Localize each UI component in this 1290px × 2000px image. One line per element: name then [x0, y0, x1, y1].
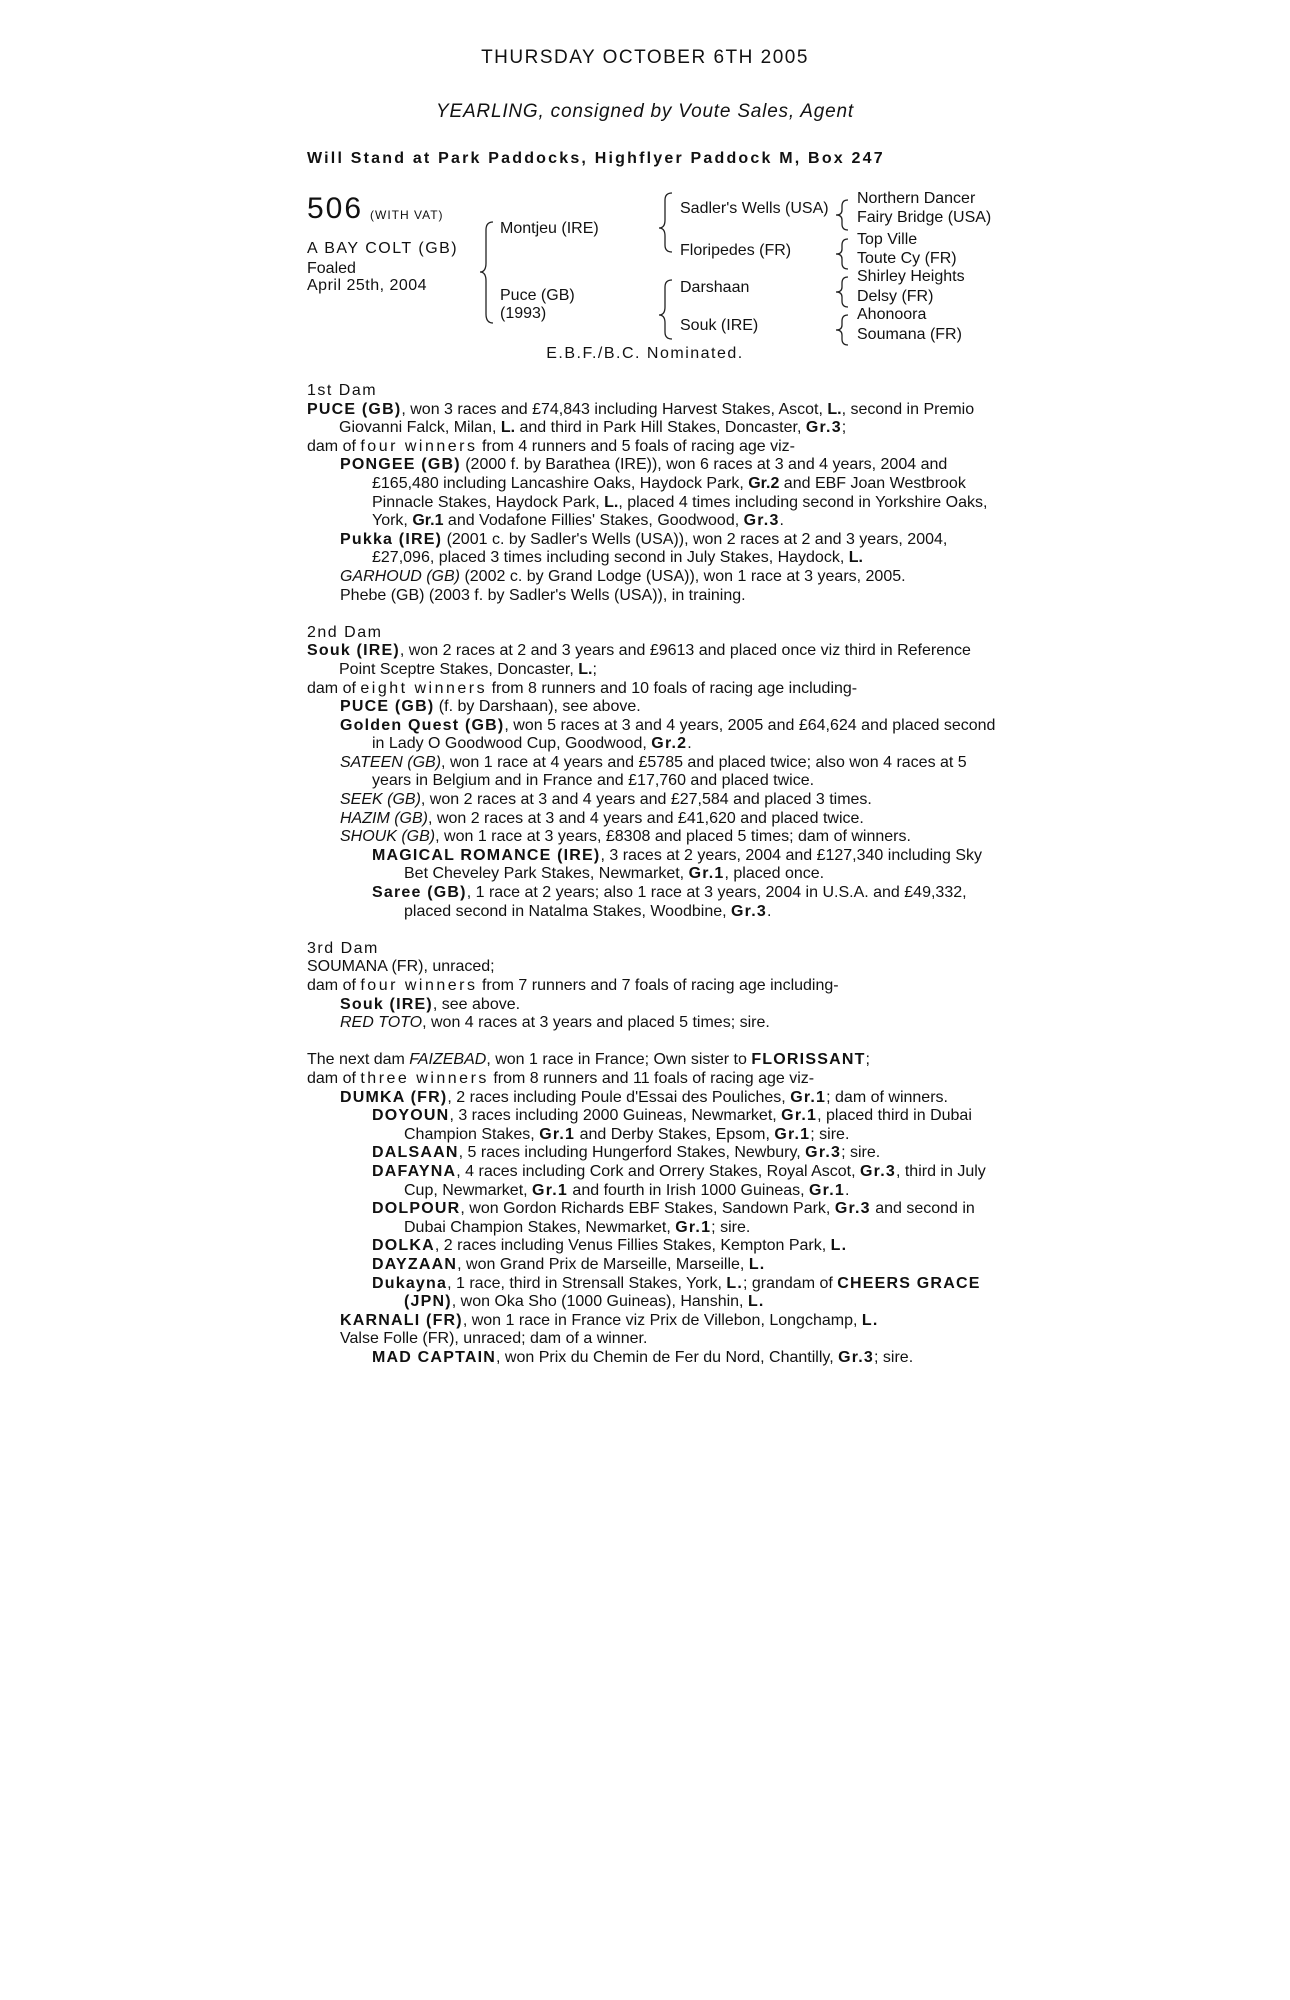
- pedigree-g1: Northern Dancer: [857, 190, 976, 207]
- next-dam-produce-item: Valse Folle (FR), unraced; dam of a winner.: [340, 1330, 648, 1348]
- nomination-note: E.B.F./B.C. Nominated.: [546, 345, 744, 362]
- pedigree-sire-sire: Sadler's Wells (USA): [680, 200, 829, 217]
- second-dam-produce-item: SHOUK (GB), won 1 race at 3 years, £8308 and placed 5 times; dam of winners.: [340, 828, 911, 846]
- second-dam-produce-item: SATEEN (GB), won 1 race at 4 years and £5785 and placed twice; also won 4 races at 5 years in Belgium and in France and £17,760 and placed twice.: [340, 753, 967, 790]
- first-dam-record: PUCE (GB), won 3 races and £74,843 including Harvest Stakes, Ascot, L., second in Premio Giovanni Falck, Milan, L. and third in Park Hill Stakes, Doncaster, Gr.3;: [307, 400, 975, 437]
- next-dam-grandproduce-item: DAFAYNA, 4 races including Cork and Orrery Stakes, Royal Ascot, Gr.3, third in July Cup, Newmarket, Gr.1 and fourth in Irish 1000 Guineas, Gr.1.: [372, 1162, 986, 1199]
- first-dam-produce-summary: dam of four winners from 4 runners and 5 foals of racing age viz-: [307, 437, 796, 455]
- second-dam-produce-item: PUCE (GB) (f. by Darshaan), see above.: [340, 698, 641, 716]
- next-dam-produce-item: KARNALI (FR), won 1 race in France viz Prix de Villebon, Longchamp, L.: [340, 1311, 879, 1329]
- pedigree-g2: Fairy Bridge (USA): [857, 209, 992, 226]
- first-dam-produce-item: Pukka (IRE) (2001 c. by Sadler's Wells (USA)), won 2 races at 2 and 3 years, 2004, £27,096, placed 3 times including second in July Stakes, Haydock, L.: [340, 530, 948, 567]
- pedigree-braces: [0, 0, 1290, 360]
- pedigree-dam-year: (1993): [500, 305, 547, 322]
- pedigree-dam-dam: Souk (IRE): [680, 317, 759, 334]
- third-dam-produce-item: RED TOTO, won 4 races at 3 years and placed 5 times; sire.: [340, 1014, 770, 1032]
- second-dam-produce-summary: dam of eight winners from 8 runners and 10 foals of racing age including-: [307, 679, 858, 697]
- pedigree-sire-dam: Floripedes (FR): [680, 242, 792, 259]
- next-dam-grandproduce-item: DAYZAAN, won Grand Prix de Marseille, Marseille, L.: [372, 1255, 766, 1273]
- next-dam-grandproduce-item: DOYOUN, 3 races including 2000 Guineas, Newmarket, Gr.1, placed third in Dubai Champion Stakes, Gr.1 and Derby Stakes, Epsom, Gr.1; sire.: [372, 1107, 972, 1143]
- first-dam-produce-item: PONGEE (GB) (2000 f. by Barathea (IRE)), won 6 races at 3 and 4 years, 2004 and £165,480 including Lancashire Oaks, Haydock Park, Gr.2 and EBF Joan Westbrook Pinnacle Stakes, Haydock Park, L., placed 4 times including second in Yorkshire Oaks, York, Gr.1 and Vodafone Fillies' Stakes, Goodwood, Gr.3.: [340, 456, 988, 530]
- second-dam-produce-item: HAZIM (GB), won 2 races at 3 and 4 years and £41,620 and placed twice.: [340, 809, 864, 827]
- lot-description: A BAY COLT (GB): [307, 240, 459, 257]
- second-dam-heading: 2nd Dam: [307, 623, 383, 641]
- second-dam-produce-item: Golden Quest (GB), won 5 races at 3 and 4 years, 2005 and £64,624 and placed second in Lady O Goodwood Cup, Goodwood, Gr.2.: [340, 716, 996, 753]
- consignment-line: YEARLING, consigned by Voute Sales, Agent: [436, 101, 854, 122]
- catalogue-body: [307, 382, 1007, 1367]
- third-dam-produce-item: Souk (IRE), see above.: [340, 995, 521, 1013]
- next-dam-grandproduce-item: DOLPOUR, won Gordon Richards EBF Stakes, Sandown Park, Gr.3 and second in Dubai Champion Stakes, Newmarket, Gr.1; sire.: [372, 1200, 975, 1236]
- second-dam-grandproduce-item: Saree (GB), 1 race at 2 years; also 1 race at 3 years, 2004 in U.S.A. and £49,332, placed second in Natalma Stakes, Woodbine, Gr.3.: [372, 884, 967, 920]
- foaled-date: April 25th, 2004: [307, 277, 428, 294]
- third-dam-produce-summary: dam of four winners from 7 runners and 7 foals of racing age including-: [307, 977, 839, 994]
- pedigree-sire: Montjeu (IRE): [500, 220, 599, 237]
- third-dam-record: SOUMANA (FR), unraced;: [307, 958, 495, 976]
- second-dam-record: Souk (IRE), won 2 races at 2 and 3 years and £9613 and placed once viz third in Reference Point Sceptre Stakes, Doncaster, L.;: [307, 642, 971, 678]
- first-dam-produce-item: GARHOUD (GB) (2002 c. by Grand Lodge (USA)), won 1 race at 3 years, 2005.: [340, 567, 906, 585]
- pedigree-g4: Toute Cy (FR): [857, 250, 957, 267]
- next-dam-produce-summary: dam of three winners from 8 runners and 11 foals of racing age viz-: [307, 1069, 815, 1087]
- next-dam-record: The next dam FAIZEBAD, won 1 race in France; Own sister to FLORISSANT;: [307, 1051, 870, 1069]
- second-dam-grandproduce-item: MAGICAL ROMANCE (IRE), 3 races at 2 years, 2004 and £127,340 including Sky Bet Cheveley Park Stakes, Newmarket, Gr.1, placed once.: [372, 846, 983, 883]
- second-dam-produce-item: SEEK (GB), won 2 races at 3 and 4 years and £27,584 and placed 3 times.: [340, 791, 872, 809]
- pedigree-dam-sire: Darshaan: [680, 279, 750, 296]
- foaled-label: Foaled: [307, 260, 356, 277]
- pedigree-g6: Delsy (FR): [857, 288, 934, 305]
- pedigree-g3: Top Ville: [857, 231, 918, 248]
- next-dam-produce-item: DUMKA (FR), 2 races including Poule d'Essai des Pouliches, Gr.1; dam of winners.: [340, 1088, 948, 1106]
- next-dam-grandproduce-item: MAD CAPTAIN, won Prix du Chemin de Fer du Nord, Chantilly, Gr.3; sire.: [372, 1348, 914, 1366]
- third-dam-heading: 3rd Dam: [307, 939, 379, 957]
- sale-date: THURSDAY OCTOBER 6TH 2005: [481, 47, 809, 68]
- first-dam-heading: 1st Dam: [307, 382, 378, 399]
- pedigree-g8: Soumana (FR): [857, 326, 962, 343]
- pedigree-g7: Ahonoora: [857, 306, 927, 323]
- stand-location: Will Stand at Park Paddocks, Highflyer Paddock M, Box 247: [307, 150, 885, 167]
- pedigree-dam: Puce (GB): [500, 287, 575, 304]
- next-dam-grandproduce-item: Dukayna, 1 race, third in Strensall Stakes, York, L.; grandam of CHEERS GRACE (JPN), won Oka Sho (1000 Guineas), Hanshin, L.: [372, 1274, 981, 1311]
- lot-vat-note: (WITH VAT): [370, 208, 444, 222]
- next-dam-grandproduce-item: DOLKA, 2 races including Venus Fillies Stakes, Kempton Park, L.: [372, 1237, 848, 1255]
- pedigree-g5: Shirley Heights: [857, 268, 965, 285]
- first-dam-produce-item: Phebe (GB) (2003 f. by Sadler's Wells (USA)), in training.: [340, 586, 746, 604]
- lot-number: 506: [307, 192, 364, 225]
- next-dam-grandproduce-item: DALSAAN, 5 races including Hungerford Stakes, Newbury, Gr.3; sire.: [372, 1144, 881, 1162]
